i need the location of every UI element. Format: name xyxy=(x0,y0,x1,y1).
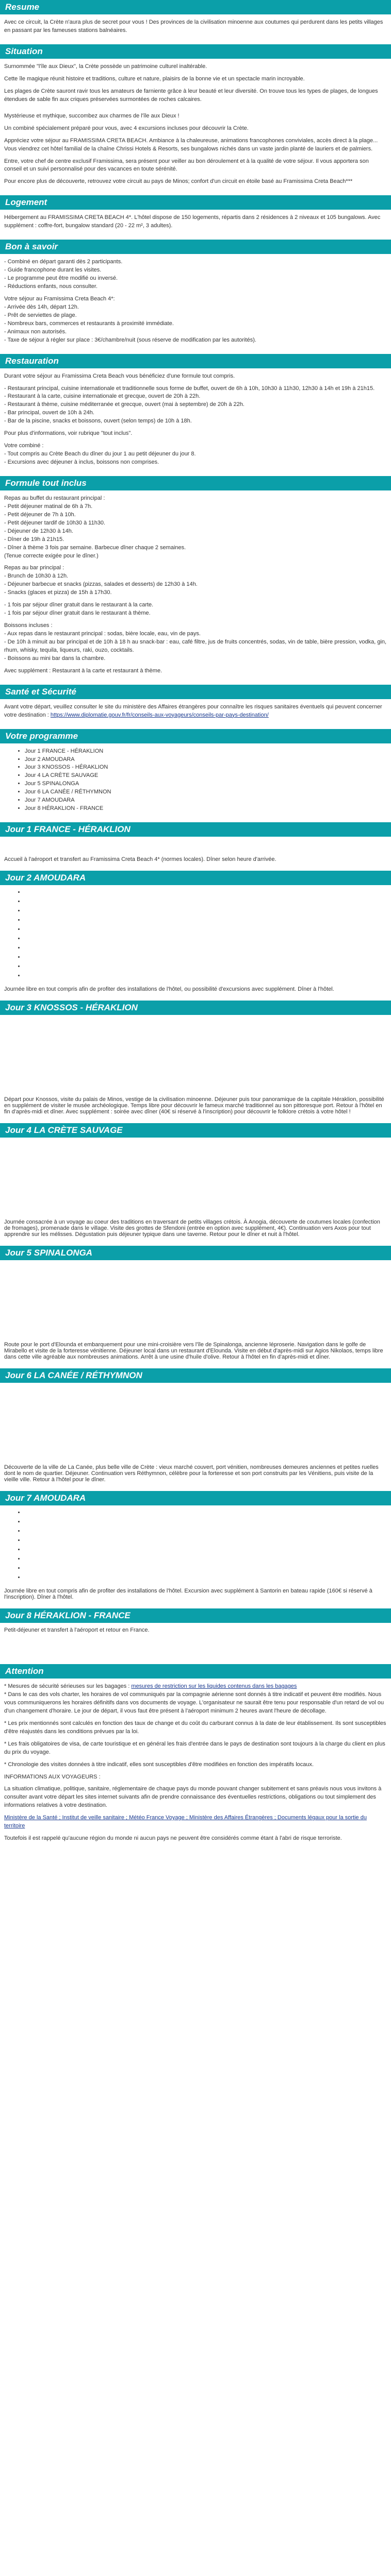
formule-2: - Petit déjeuner matinal de 6h à 7h. xyxy=(4,503,93,510)
restauration-1: Durant votre séjour au Framissima Creta Beach vous bénéficiez d'une formule tout compris. xyxy=(4,372,235,379)
programme-item-1: • Jour 1 FRANCE - HÉRAKLION xyxy=(25,748,387,756)
section-title-sante: Santé et Sécurité xyxy=(0,685,391,699)
day-bullet xyxy=(25,1537,387,1547)
section-title-attention: Attention xyxy=(0,1664,391,1679)
day-title-6: Jour 6 LA CANÉE / RÉTHYMNON xyxy=(0,1368,391,1383)
resume-text: Avec ce circuit, la Crète n'aura plus de secret pour vous ! Des provinces de la civilisation minoenne aux coutumes qui perdurent dans les petits villages en passant par les fameuses stations balnéaires. xyxy=(4,19,383,33)
formule-19: Avec supplément : Restaurant à la carte et restaurant à thème. xyxy=(4,667,162,674)
bon-savoir-5: Votre séjour au Framissima Creta Beach 4*: xyxy=(4,295,115,302)
sante-link[interactable]: https://www.diplomatie.gouv.fr/fr/conseils-aux-voyageurs/conseils-par-pays-destination/ xyxy=(50,711,269,718)
formule-9: Repas au bar principal : xyxy=(4,565,64,571)
sante-text xyxy=(4,703,387,720)
restauration-4: - Restaurant à thème, cuisine méditerranée et grecque, ouvert (mai à septembre) de 20h à 22h. xyxy=(4,401,245,408)
day-bullet xyxy=(25,1510,387,1519)
formule-1: Repas au buffet du restaurant principal : xyxy=(4,495,105,501)
day-bullet xyxy=(25,936,387,945)
section-title-logement: Logement xyxy=(0,195,391,210)
infos-links[interactable]: Ministère de la Santé ; Institut de veille sanitaire ; Météo France Voyage ; Ministère des Affaires Étrangères ; Documents légaux pour la sortie du territoire xyxy=(4,1815,367,1829)
bon-savoir-3: - Le programme peut être modifié ou inversé. xyxy=(4,275,118,282)
attention-3: * Les frais obligatoires de visa, de carte touristique et en général les frais d'entrée dans le pays de destination sont toujours à la charge du client en plus du prix du voyage. xyxy=(4,1740,385,1755)
formule-body xyxy=(0,495,391,685)
formule-16: - Aux repas dans le restaurant principal : sodas, bière locale, eau, vin de pays. xyxy=(4,631,201,637)
day-bullet xyxy=(25,973,387,982)
restauration-5: - Bar principal, ouvert de 10h à 24h. xyxy=(4,410,94,416)
day-title-5: Jour 5 SPINALONGA xyxy=(0,1246,391,1260)
attention-lead-text: * Mesures de sécurité sérieuses sur les bagages : xyxy=(4,1683,130,1690)
bon-savoir-2: - Guide francophone durant les visites. xyxy=(4,267,102,274)
day-block-8 xyxy=(0,1627,391,1664)
attention-body xyxy=(0,1683,391,1852)
day-block-7 xyxy=(0,1510,391,1608)
formule-11: - Déjeuner barbecue et snacks (pizzas, salades et desserts) de 12h30 à 14h. xyxy=(4,581,198,588)
sante-text-main: Avant votre départ, veuillez consulter le site du ministère des Affaires étrangères pour connaître les risques sanitaires éventuels qui peuvent concerner votre destination : xyxy=(4,703,382,718)
bon-savoir-4: - Réductions enfants, nous consulter. xyxy=(4,283,97,290)
restauration-7: Pour plus d'informations, voir rubrique "tout inclus". xyxy=(4,430,133,437)
day-text-6: Découverte de la ville de La Canée, plus belle ville de Crète : vieux marché couvert, port vénitien, nombreuses demeures anciennes et petites ruelles dont le nom de quartier. Déjeuner. Continuation vers Réthymnon, célèbre pour la forteresse et son port construits par les Vénitiens, puis visite de la vieille ville. Retour à l'hôtel pour le dîner. xyxy=(4,1464,379,1483)
programme-item-4: • Jour 4 LA CRÈTE SAUVAGE xyxy=(25,772,387,780)
day-title-4: Jour 4 LA CRÈTE SAUVAGE xyxy=(0,1123,391,1138)
day-block-4 xyxy=(0,1142,391,1246)
situation-p2: Cette île magique réunit histoire et traditions, culture et nature, plaisirs de la bonne vie et un spectacle marin incroyable. xyxy=(4,75,305,82)
situation-p4: Mystérieuse et mythique, succombez aux charmes de l'île aux Dieux ! xyxy=(4,112,180,119)
infos-title: INFORMATIONS AUX VOYAGEURS : xyxy=(4,1773,101,1780)
day-title-8: Jour 8 HÉRAKLION - FRANCE xyxy=(0,1608,391,1623)
footer-text: Toutefois il est rappelé qu'aucune région du monde ni aucun pays ne peuvent être considérés comme étant à l'abri de risque terroriste. xyxy=(4,1835,342,1842)
restauration-3: - Restaurant à la carte, cuisine internationale et grecque, ouvert de 20h à 22h. xyxy=(4,393,201,400)
logement-body xyxy=(0,214,391,240)
situation-p5: Un combiné spécialement préparé pour vous, avec 4 excursions incluses pour découvrir la Crète. xyxy=(4,125,249,131)
day-bullet xyxy=(25,1565,387,1574)
day-block-3 xyxy=(0,1019,391,1123)
formule-14: - 1 fois par séjour dîner gratuit dans le restaurant à thème. xyxy=(4,610,151,617)
day-title-7: Jour 7 AMOUDARA xyxy=(0,1491,391,1505)
restauration-2: - Restaurant principal, cuisine internationale et traditionnelle sous forme de buffet, ouvert de 6h à 10h, 10h30 à 11h30, 12h30 à 14h et 19h à 21h15. xyxy=(4,385,375,392)
day-bullets-2 xyxy=(25,889,387,982)
section-title-restauration: Restauration xyxy=(0,354,391,368)
day-text-5: Route pour le port d'Elounda et embarquement pour une mini-croisière vers l'île de Spinalonga, ancienne léproserie. Navigation dans le golfe de Mirabello et visite de la forteresse vénitienne. Déjeuner local dans un restaurant d'Elounda. Visite en début d'après-midi sur Agios Nikolaos, temps libre dans cette ville agréable aux nombreuses animations. Arrêt à une usine d'huile d'olive. Retour à l'hôtel en fin d'après-midi et dîner. xyxy=(4,1342,383,1361)
day-block-5 xyxy=(0,1264,391,1368)
day-block-1 xyxy=(0,841,391,871)
bon-savoir-6: - Arrivée dès 14h, départ 12h. xyxy=(4,303,79,310)
bon-savoir-10: - Taxe de séjour à régler sur place : 3€/chambre/nuit (sous réserve de modification par les autorités). xyxy=(4,336,256,343)
day-title-1: Jour 1 FRANCE - HÉRAKLION xyxy=(0,822,391,837)
day-bullet xyxy=(25,1519,387,1528)
day-title-3: Jour 3 KNOSSOS - HÉRAKLION xyxy=(0,1001,391,1015)
situation-p3: Les plages de Crète sauront ravir tous les amateurs de farniente grâce à leur beauté et leur diversité. On trouve tous les types de plages, de longues étendues de sable fin aux criques préservées surmontées de roches calcaires. xyxy=(4,88,378,103)
formule-6: - Dîner de 19h à 21h15. xyxy=(4,536,64,543)
formule-7: - Dîner à thème 3 fois par semaine. Barbecue dîner chaque 2 semaines. xyxy=(4,544,186,551)
programme-list xyxy=(25,748,387,814)
attention-4: * Chronologie des visites données à titre indicatif, elles sont susceptibles d'être modifiées en fonction des impératifs locaux. xyxy=(4,1761,314,1768)
formule-10: - Brunch de 10h30 à 12h. xyxy=(4,573,69,580)
programme-item-2: • Jour 2 AMOUDARA xyxy=(25,756,387,764)
bon-savoir-9: - Animaux non autorisés. xyxy=(4,328,67,335)
section-title-bon-savoir: Bon à savoir xyxy=(0,240,391,254)
formule-8: (Tenue correcte exigée pour le dîner.) xyxy=(4,552,99,559)
programme-item-6: • Jour 6 LA CANÉE / RÉTHYMNON xyxy=(25,788,387,796)
restauration-6: - Bar de la piscine, snacks et boissons, ouvert (selon temps) de 10h à 18h. xyxy=(4,418,192,425)
day-bullets-7 xyxy=(25,1510,387,1584)
bon-savoir-7: - Prêt de serviettes de plage. xyxy=(4,312,77,318)
programme-body xyxy=(0,748,391,823)
day-text-4: Journée consacrée à un voyage au coeur des traditions en traversant de petits villages crétois. À Anogia, découverte de coutumes locales (confection de fromages), promenade dans le village. Visite des grottes de Sfendoni (entrée en option avec supplément, 4€). Continuation vers Axos pour tout apprendre sur les mélisses. Dégustation puis déjeuner typique dans une taverne. Retour pour le dîner et nuit à l'hôtel. xyxy=(4,1219,380,1238)
day-block-6 xyxy=(0,1387,391,1491)
day-bullet xyxy=(25,1528,387,1537)
bon-savoir-body xyxy=(0,258,391,353)
attention-1: * Dans le cas des vols charter, les horaires de vol communiqués par la compagnie aérienne sont donnés à titre indicatif et peuvent être modifiés. Nous vous communiquerons les horaires définitifs dans vos documents de voyage. L'organisateur ne saurait être tenu pour responsable d'un retard de vol ou d'un changement d'horaire. Le jour de départ, il vous faut être présent à l'aéroport minimum 2 heures avant l'heure de décollage. xyxy=(4,1691,384,1714)
day-bullet xyxy=(25,1556,387,1565)
day-block-2 xyxy=(0,889,391,1001)
situation-body xyxy=(0,63,391,195)
programme-item-7: • Jour 7 AMOUDARA xyxy=(25,796,387,805)
formule-17: - De 10h à minuit au bar principal et de 10h à 18 h au snack-bar : eau, café filtre, jus de fruits concentrés, sodas, vin de table, bière pression, vodka, gin, rhum, whisky, tequila, liqueurs, raki, ouzo, cocktails. xyxy=(4,638,387,653)
restauration-8: Votre combiné : xyxy=(4,443,44,449)
bon-savoir-1: - Combiné en départ garanti dès 2 participants. xyxy=(4,259,123,265)
section-title-resume: Resume xyxy=(0,0,391,14)
resume-body xyxy=(0,19,391,44)
programme-item-5: • Jour 5 SPINALONGA xyxy=(25,780,387,788)
attention-lead xyxy=(4,1683,387,1691)
day-bullet xyxy=(25,1547,387,1556)
formule-15: Boissons incluses : xyxy=(4,622,53,629)
bon-savoir-8: - Nombreux bars, commerces et restaurants à proximité immédiate. xyxy=(4,320,174,327)
day-bullet xyxy=(25,963,387,973)
day-bullet xyxy=(25,908,387,917)
day-title-2: Jour 2 AMOUDARA xyxy=(0,871,391,885)
logement-intro-3: Pour encore plus de découverte, retrouvez votre circuit au pays de Minos; confort d'un circuit en étoile basé au Framissima Creta Beach*** xyxy=(4,178,353,185)
day-text-3: Départ pour Knossos, visite du palais de Minos, vestige de la civilisation minoenne. Déjeuner puis tour panoramique de la capitale Héraklion, possibilité en supplément de visiter le musée archéologique. Temps libre pour découvrir le fameux marché traditionnel au son pittoresque port. Retour à l'hôtel en fin d'après-midi et dîner. Avec supplément : soirée avec dîner (40€ si réservé à l'inscription) pour découvrir le folklore crétois à votre hôtel ! xyxy=(4,1096,384,1115)
day-text-1: Accueil à l'aéroport et transfert au Framissima Creta Beach 4* (normes locales). Dîner selon heure d'arrivée. xyxy=(4,856,276,863)
formule-13: - 1 fois par séjour dîner gratuit dans le restaurant à la carte. xyxy=(4,602,154,608)
formule-12: - Snacks (glaces et pizza) de 15h à 17h30. xyxy=(4,589,112,596)
day-bullet xyxy=(25,954,387,963)
logement-intro-2: Entre, votre chef de centre exclusif Framissima, sera présent pour veiller au bon déroulement et à la qualité de votre séjour. Il vous apportera son conseil et un suivi personnalisé pour des vacances en toute sérénité. xyxy=(4,158,369,173)
formule-5: - Déjeuner de 12h30 à 14h. xyxy=(4,528,73,534)
day-text-8: Petit-déjeuner et transfert à l'aéroport et retour en France. xyxy=(4,1627,150,1634)
day-bullet xyxy=(25,945,387,954)
formule-4: - Petit déjeuner tardif de 10h30 à 11h30. xyxy=(4,519,106,526)
formule-3: - Petit déjeuner de 7h à 10h. xyxy=(4,511,76,518)
logement-intro-1: Appréciez votre séjour au FRAMISSIMA CRETA BEACH. Ambiance à la chaleureuse, animations francophones conviviales, accès direct à la plage... Vous viendrez cet hôtel familial de la chaîne Chrissi Hotels & Resorts, ses bungalows nichés dans un vaste jardin planté de lauriers et de palmiers. xyxy=(4,137,378,152)
day-bullet xyxy=(25,926,387,936)
formule-18: - Boissons au mini bar dans la chambre. xyxy=(4,655,106,662)
sante-body xyxy=(0,703,391,729)
restauration-body xyxy=(0,372,391,476)
day-bullet xyxy=(25,899,387,908)
section-title-situation: Situation xyxy=(0,44,391,59)
section-title-formule: Formule tout inclus xyxy=(0,476,391,490)
day-text-2: Journée libre en tout compris afin de profiter des installations de l'hôtel, ou possibilité d'excursions avec supplément. Dîner à l'hôtel. xyxy=(4,986,334,993)
day-bullet xyxy=(25,1574,387,1584)
section-title-programme: Votre programme xyxy=(0,729,391,743)
situation-p1: Surnommée "l'île aux Dieux", la Crète possède un patrimoine culturel inaltérable. xyxy=(4,63,207,70)
restauration-10: - Excursions avec déjeuner à inclus, boissons non comprises. xyxy=(4,459,159,465)
attention-2: * Les prix mentionnés sont calculés en fonction des taux de change et du coût du carburant connus à la date de leur établissement. Ils sont susceptibles d'être réajustés dans les conditions prévues par la loi. xyxy=(4,1720,386,1735)
infos-text: La situation climatique, politique, sanitaire, réglementaire de chaque pays du monde pouvant changer subitement et sans préavis nous vous invitons à consulter avant votre départ les sites internet suivants afin de prendre connaissance des éventuelles restrictions, obligations ou tout simplement des informations relatives à votre destination. xyxy=(4,1786,382,1809)
day-text-7: Journée libre en tout compris afin de profiter des installations de l'hôtel. Excursion avec supplément à Santorin en bateau rapide (160€ si réservé à l'inscription). Dîner à l'hôtel. xyxy=(4,1588,372,1601)
day-bullet xyxy=(25,889,387,899)
restauration-9: - Tout compris au Crète Beach du dîner du jour 1 au petit déjeuner du jour 8. xyxy=(4,451,196,457)
attention-link[interactable]: mesures de restriction sur les liquides contenus dans les bagages xyxy=(131,1683,297,1690)
day-bullet xyxy=(25,917,387,926)
programme-item-3: • Jour 3 KNOSSOS - HÉRAKLION xyxy=(25,764,387,772)
programme-item-8: • Jour 8 HÉRAKLION - FRANCE xyxy=(25,805,387,813)
logement-detail: Hébergement au FRAMISSIMA CRETA BEACH 4*. L'hôtel dispose de 150 logements, répartis dans 2 résidences à 2 niveaux et 105 bungalows. Avec supplément : coffre-fort, bungalow standard (20 - 22 m², 3 adultes). xyxy=(4,214,381,229)
